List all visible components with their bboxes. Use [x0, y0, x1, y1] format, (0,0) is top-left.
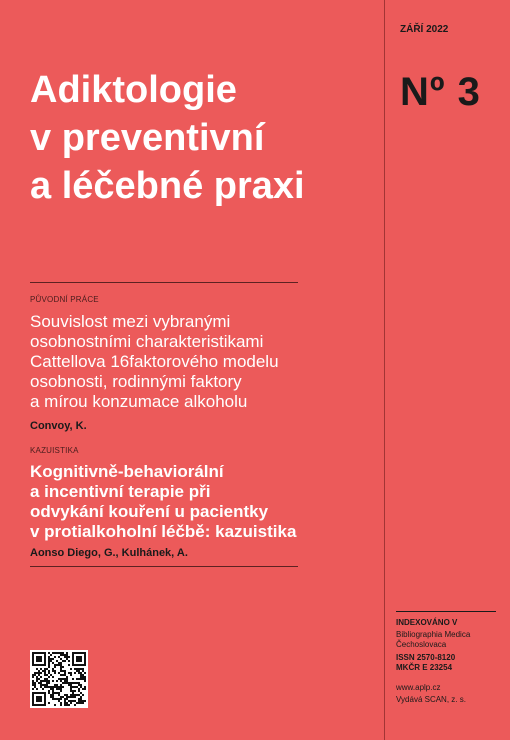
article-author: Convoy, K. — [30, 420, 87, 432]
article-title-line: v protialkoholní léčbě: kazuistika — [30, 522, 297, 541]
article-title[interactable] — [30, 462, 330, 542]
indexing-line: Čechoslovaca — [396, 640, 447, 649]
indexing-info — [396, 618, 470, 705]
article-title-line: a incentivní terapie při — [30, 482, 211, 501]
vertical-divider — [384, 0, 385, 740]
website-link[interactable]: www.aplp.cz — [396, 683, 441, 692]
publisher: Vydává SCAN, z. s. — [396, 695, 466, 704]
qr-code-icon[interactable] — [30, 650, 88, 708]
indexing-heading: INDEXOVÁNO V — [396, 618, 458, 627]
article-title[interactable] — [30, 312, 330, 412]
journal-title-line: v preventivní — [30, 117, 265, 159]
indexing-divider — [396, 611, 496, 612]
article-section-label: PŮVODNÍ PRÁCE — [30, 295, 99, 304]
article-title-line: a mírou konzumace alkoholu — [30, 392, 248, 411]
issue-date: ZÁŘÍ 2022 — [400, 24, 449, 35]
issue-number: Nº 3 — [400, 70, 481, 114]
article-title-line: Souvislost mezi vybranými — [30, 312, 231, 331]
article-title-line: osobnostními charakteristikami — [30, 332, 264, 351]
journal-title — [30, 66, 380, 210]
journal-title-line: Adiktologie — [30, 69, 237, 111]
article-author: Aonso Diego, G., Kulhánek, A. — [30, 547, 188, 559]
article-title-line: osobnosti, rodinnými faktory — [30, 372, 242, 391]
article-section-label: KAZUISTIKA — [30, 446, 79, 455]
issn: ISSN 2570-8120 — [396, 653, 456, 662]
article-title-line: Kognitivně-behaviorální — [30, 462, 224, 481]
mkcr-registration: MKČR E 23254 — [396, 663, 453, 672]
section-divider — [30, 282, 298, 283]
article-title-line: Cattellova 16faktorového modelu — [30, 352, 279, 371]
journal-title-line: a léčebné praxi — [30, 165, 305, 207]
article-title-line: odvykání kouření u pacientky — [30, 502, 269, 521]
section-divider — [30, 566, 298, 567]
indexing-line: Bibliographia Medica — [396, 630, 471, 639]
